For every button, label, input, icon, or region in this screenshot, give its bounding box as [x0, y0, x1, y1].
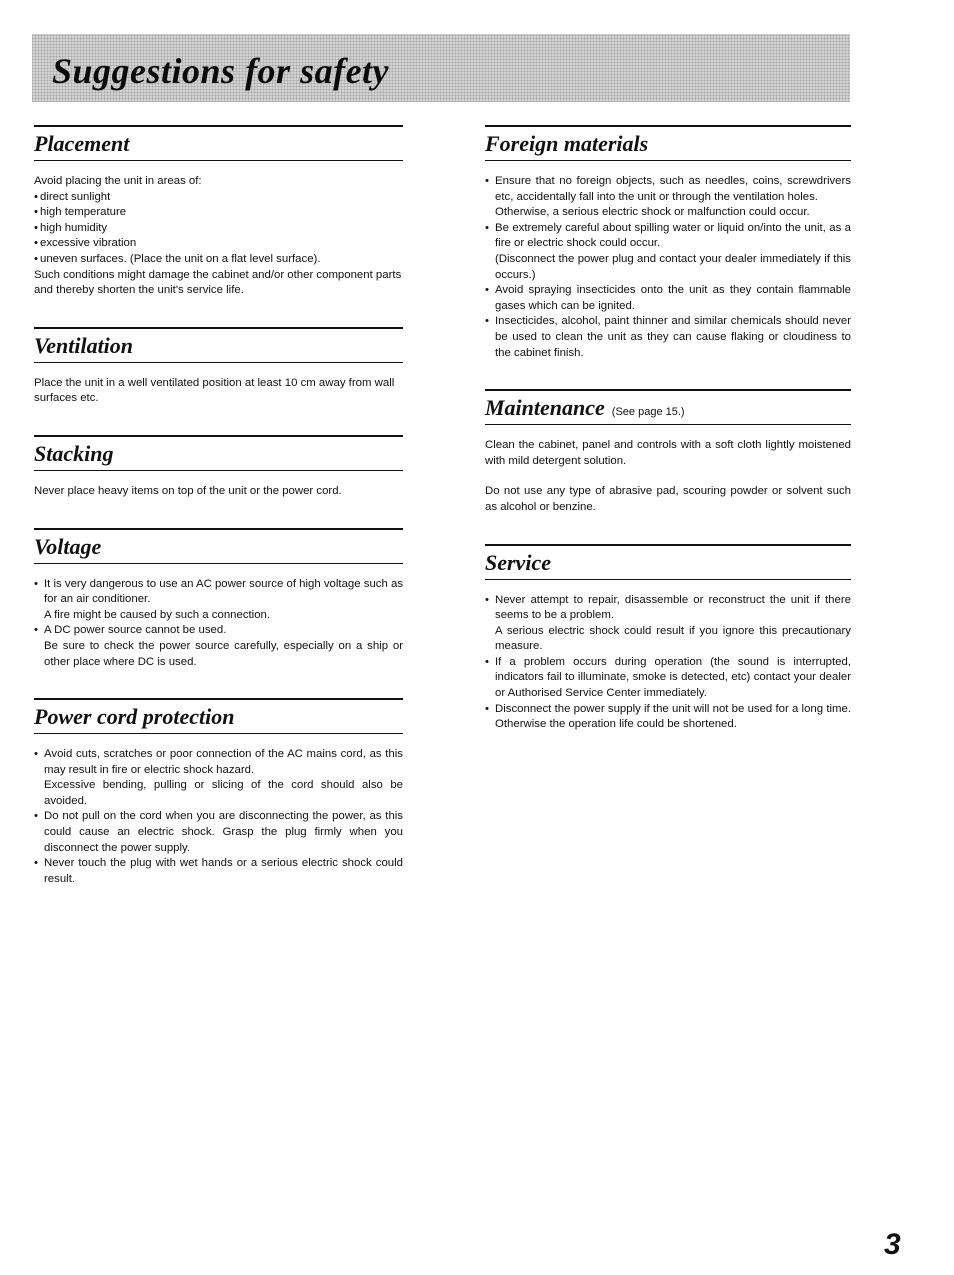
- section-heading: [34, 125, 403, 161]
- power-cord-list: [34, 747, 403, 887]
- list-item: [34, 623, 403, 670]
- list-item: [485, 283, 851, 314]
- item-main: Avoid spraying insecticides onto the unit as they contain flammable gases which can be ignited.: [495, 284, 851, 312]
- list-item: [34, 577, 403, 624]
- item-main: Do not pull on the cord when you are disconnecting the power, as this could cause an electric shock. Grasp the plug firmly when you disconnect the power supply.: [44, 810, 403, 854]
- item-main: If a problem occurs during operation (the sound is interrupted, indicators fail to illuminate, smoke is detected, etc) contact your dealer or Authorised Service Center immediately.: [495, 655, 851, 700]
- foreign-materials-heading: Foreign materials: [485, 131, 649, 156]
- ventilation-text: Place the unit in a well ventilated position at least 10 cm away from wall surfaces etc.: [34, 376, 395, 405]
- item-sub: A fire might be caused by such a connection.: [44, 608, 271, 621]
- list-item: [485, 314, 851, 361]
- item-main: It is very dangerous to use an AC power source of high voltage such as for an air conditioner.: [44, 577, 404, 606]
- list-item: [485, 221, 851, 283]
- list-item: • high humidity: [34, 221, 403, 237]
- item-main: A DC power source cannot be used.: [44, 624, 227, 637]
- section-heading: [34, 528, 403, 564]
- list-item: [34, 809, 403, 856]
- foreign-materials-list: [485, 174, 851, 361]
- section-heading: [34, 327, 403, 363]
- service-heading: Service: [485, 549, 551, 575]
- left-column: [34, 125, 403, 915]
- power-cord-heading: Power cord protection: [34, 704, 235, 730]
- voltage-heading: Voltage: [34, 533, 102, 559]
- section-heading: [34, 698, 403, 734]
- item-sub: (Disconnect the power plug and contact your dealer immediately if this occurs.): [495, 252, 851, 281]
- placement-heading: Placement: [34, 131, 130, 156]
- item-main: Insecticides, alcohol, paint thinner and similar chemicals should never be used to clean the unit as they can cause flaking or cloudiness to the cabinet finish.: [495, 315, 851, 359]
- list-item: [485, 593, 851, 655]
- list-item: • direct sunlight: [34, 190, 403, 206]
- title-banner: [32, 34, 850, 102]
- section-power-cord: [34, 698, 403, 887]
- item-main: Be extremely careful about spilling water or liquid on/into the unit, as a fire or electric shock could occur.: [495, 221, 851, 250]
- item-main: Disconnect the power supply if the unit will not be used for a long time. Otherwise the operation life could be shortened.: [495, 702, 851, 731]
- list-item: [34, 747, 403, 809]
- maintenance-page-reference: (See page 15.): [611, 406, 685, 419]
- stacking-heading: Stacking: [34, 440, 114, 466]
- voltage-list: [34, 577, 403, 671]
- list-item: • high temperature: [34, 205, 403, 221]
- section-heading: [485, 389, 851, 425]
- item-main: Never touch the plug with wet hands or a serious electric shock could result.: [44, 857, 403, 885]
- list-item: [485, 174, 851, 221]
- placement-list: [34, 190, 403, 268]
- maintenance-heading: Maintenance: [485, 395, 605, 421]
- list-item: [485, 702, 851, 733]
- maintenance-para-1: Clean the cabinet, panel and controls with a soft cloth lightly moistened with mild detergent solution.: [485, 439, 851, 467]
- section-maintenance: [485, 389, 851, 515]
- item-sub: Be sure to check the power source carefully, especially on a ship or other place where DC is used.: [44, 639, 403, 668]
- list-item: [485, 655, 851, 702]
- section-placement: [34, 125, 403, 299]
- item-sub: Excessive bending, pulling or slicing of the cord should also be avoided.: [44, 779, 403, 807]
- ventilation-heading: Ventilation: [34, 332, 134, 358]
- page-title: Suggestions for safety: [52, 51, 390, 91]
- item-sub: Otherwise, a serious electric shock or malfunction could occur.: [495, 206, 810, 219]
- section-service: [485, 544, 851, 733]
- list-item: • uneven surfaces. (Place the unit on a flat level surface).: [34, 252, 403, 268]
- maintenance-para-2: Do not use any type of abrasive pad, scouring powder or solvent such as alcohol or benzine.: [485, 485, 851, 513]
- placement-closing: Such conditions might damage the cabinet and/or other component parts and thereby shorten the unit's service life.: [34, 268, 402, 297]
- item-main: Avoid cuts, scratches or poor connection of the AC mains cord, as this may result in fire or electric shock hazard.: [44, 748, 403, 776]
- list-item: [34, 856, 403, 887]
- stacking-text: Never place heavy items on top of the unit or the power cord.: [34, 484, 342, 497]
- page-number: 3: [884, 1228, 901, 1261]
- section-stacking: [34, 435, 403, 500]
- section-ventilation: [34, 327, 403, 407]
- list-item: • excessive vibration: [34, 236, 403, 252]
- placement-intro: Avoid placing the unit in areas of:: [34, 175, 202, 187]
- right-column: [485, 125, 851, 761]
- section-heading: [34, 435, 403, 471]
- item-main: Never attempt to repair, disassemble or reconstruct the unit if there seems to be a problem.: [495, 593, 851, 622]
- section-heading: [485, 544, 851, 580]
- section-voltage: [34, 528, 403, 671]
- paragraph-spacer: [485, 469, 851, 484]
- service-list: [485, 593, 851, 733]
- item-sub: A serious electric shock could result if you ignore this precautionary measure.: [495, 624, 851, 653]
- section-heading: [485, 125, 851, 161]
- item-main: Ensure that no foreign objects, such as needles, coins, screwdrivers etc, accidentally fall into the unit or through the ventilation holes.: [495, 175, 851, 203]
- section-foreign-materials: [485, 125, 851, 361]
